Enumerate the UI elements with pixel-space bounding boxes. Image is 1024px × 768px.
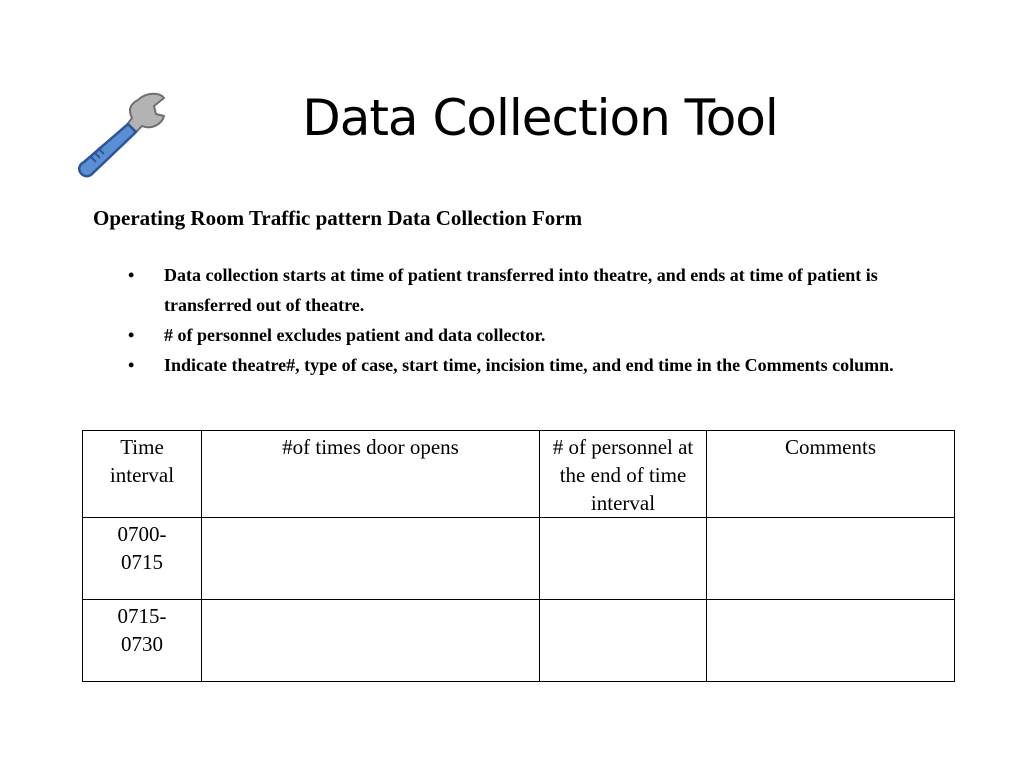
header-comments: Comments	[707, 431, 955, 518]
bullet-icon: •	[128, 355, 135, 375]
instruction-text: Data collection starts at time of patient transferred into theatre, and ends at time of patient is transferred out of theatre.	[164, 265, 878, 315]
wrench-icon	[76, 86, 168, 178]
table-header-row	[83, 431, 955, 518]
form-title: Operating Room Traffic pattern Data Collection Form	[93, 206, 583, 230]
instruction-list	[0, 260, 960, 380]
data-collection-table	[82, 430, 955, 682]
comments-cell[interactable]	[707, 518, 955, 600]
time-start: 0715-	[117, 604, 167, 628]
instruction-item	[0, 350, 960, 380]
time-interval-cell	[83, 518, 202, 600]
header-door-opens: #of times door opens	[202, 431, 540, 518]
door-opens-cell[interactable]	[202, 600, 540, 682]
table-row	[83, 518, 955, 600]
bullet-icon: •	[128, 265, 135, 285]
instruction-item	[0, 260, 960, 320]
header-personnel: # of personnel at the end of time interval	[540, 431, 707, 518]
instruction-text: # of personnel excludes patient and data collector.	[164, 325, 546, 345]
page-title: Data Collection Tool	[302, 89, 778, 147]
table-row	[83, 600, 955, 682]
time-end: 0715	[121, 550, 163, 574]
header-time-interval: Time interval	[83, 431, 202, 518]
instruction-text: Indicate theatre#, type of case, start time, incision time, and end time in the Comments column.	[164, 355, 894, 375]
time-start: 0700-	[117, 522, 167, 546]
door-opens-cell[interactable]	[202, 518, 540, 600]
time-interval-cell	[83, 600, 202, 682]
personnel-cell[interactable]	[540, 600, 707, 682]
personnel-cell[interactable]	[540, 518, 707, 600]
time-end: 0730	[121, 632, 163, 656]
bullet-icon: •	[128, 325, 135, 345]
comments-cell[interactable]	[707, 600, 955, 682]
instruction-item	[0, 320, 960, 350]
